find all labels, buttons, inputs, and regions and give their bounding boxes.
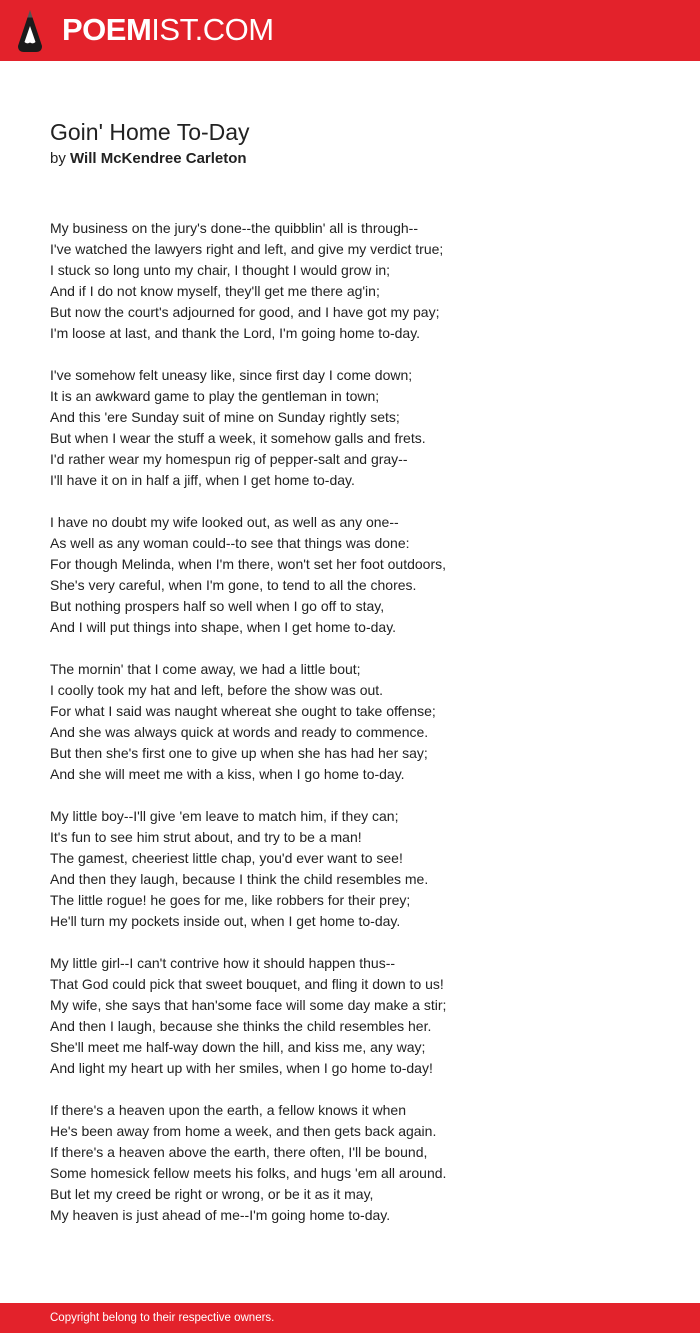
poem-line: And this 'ere Sunday suit of mine on Sunday rightly sets;	[50, 409, 400, 425]
poem-line: For though Melinda, when I'm there, won't set her foot outdoors,	[50, 556, 447, 572]
poem-line: And she was always quick at words and ready to commence.	[50, 724, 429, 740]
stanza	[50, 1100, 670, 1226]
poem-line: My little girl--I can't contrive how it should happen thus--	[50, 955, 396, 971]
poem-line: And light my heart up with her smiles, when I go home to-day!	[50, 1060, 433, 1076]
byline-prefix: by	[50, 150, 66, 167]
poem-line: My little boy--I'll give 'em leave to match him, if they can;	[50, 808, 399, 824]
site-header	[0, 0, 700, 61]
byline	[50, 149, 247, 169]
poem-line: He'll turn my pockets inside out, when I get home to-day.	[50, 913, 401, 929]
poem-line: That God could pick that sweet bouquet, and fling it down to us!	[50, 976, 444, 992]
poem-line: And then I laugh, because she thinks the child resembles her.	[50, 1018, 432, 1034]
poem-line: It is an awkward game to play the gentleman in town;	[50, 388, 380, 404]
poem-line: I coolly took my hat and left, before the show was out.	[50, 682, 384, 698]
poem-body	[50, 218, 670, 1247]
poem-line: I'd rather wear my homespun rig of pepper-salt and gray--	[50, 451, 408, 467]
logo-text-light: IST.COM	[151, 12, 274, 47]
poem-line: As well as any woman could--to see that things was done:	[50, 535, 410, 551]
poem-title: Goin' Home To-Day	[50, 119, 250, 145]
stanza	[50, 365, 670, 491]
poem-line: And I will put things into shape, when I get home to-day.	[50, 619, 397, 635]
poem-line: But let my creed be right or wrong, or be it as it may,	[50, 1186, 374, 1202]
poem-line: The mornin' that I come away, we had a little bout;	[50, 661, 361, 677]
poem-line: If there's a heaven upon the earth, a fellow knows it when	[50, 1102, 407, 1118]
stanza	[50, 218, 670, 344]
stanza	[50, 806, 670, 932]
stanza	[50, 512, 670, 638]
poem-line: I have no doubt my wife looked out, as well as any one--	[50, 514, 399, 530]
logo-text-bold: POEM	[62, 12, 152, 47]
poem-line: But when I wear the stuff a week, it somehow galls and frets.	[50, 430, 426, 446]
poem-line: The little rogue! he goes for me, like robbers for their prey;	[50, 892, 411, 908]
poem-line: It's fun to see him strut about, and try to be a man!	[50, 829, 362, 845]
poem-line: But then she's first one to give up when she has had her say;	[50, 745, 428, 761]
site-footer	[0, 1303, 700, 1333]
poem-line: I've somehow felt uneasy like, since first day I come down;	[50, 367, 413, 383]
poem-line: And if I do not know myself, they'll get me there ag'in;	[50, 283, 380, 299]
poem-line: She'll meet me half-way down the hill, and kiss me, any way;	[50, 1039, 426, 1055]
stanza	[50, 953, 670, 1079]
poem-line: He's been away from home a week, and then gets back again.	[50, 1123, 437, 1139]
poem-line: And she will meet me with a kiss, when I go home to-day.	[50, 766, 405, 782]
poem-line: I've watched the lawyers right and left, and give my verdict true;	[50, 241, 444, 257]
poem-line: She's very careful, when I'm gone, to tend to all the chores.	[50, 577, 417, 593]
poem-line: The gamest, cheeriest little chap, you'd ever want to see!	[50, 850, 403, 866]
copyright-notice: Copyright belong to their respective owners.	[50, 1312, 275, 1324]
poem-line: I'll have it on in half a jiff, when I get home to-day.	[50, 472, 355, 488]
stanza	[50, 659, 670, 785]
poem-line: My wife, she says that han'some face will some day make a stir;	[50, 997, 447, 1013]
poem-line: And then they laugh, because I think the child resembles me.	[50, 871, 429, 887]
poem-line: Some homesick fellow meets his folks, and hugs 'em all around.	[50, 1165, 447, 1181]
poem-author: Will McKendree Carleton	[70, 150, 247, 167]
poem-line: For what I said was naught whereat she ought to take offense;	[50, 703, 436, 719]
poem-line: But nothing prospers half so well when I go off to stay,	[50, 598, 385, 614]
pencil-icon[interactable]	[17, 9, 43, 53]
poem-line: My business on the jury's done--the quibblin' all is through--	[50, 220, 418, 236]
site-logo[interactable]	[62, 12, 274, 48]
poem-line: My heaven is just ahead of me--I'm going home to-day.	[50, 1207, 391, 1223]
poem-line: I stuck so long unto my chair, I thought I would grow in;	[50, 262, 391, 278]
poem-line: If there's a heaven above the earth, there often, I'll be bound,	[50, 1144, 428, 1160]
poem-line: I'm loose at last, and thank the Lord, I'm going home to-day.	[50, 325, 421, 341]
poem-line: But now the court's adjourned for good, and I have got my pay;	[50, 304, 440, 320]
